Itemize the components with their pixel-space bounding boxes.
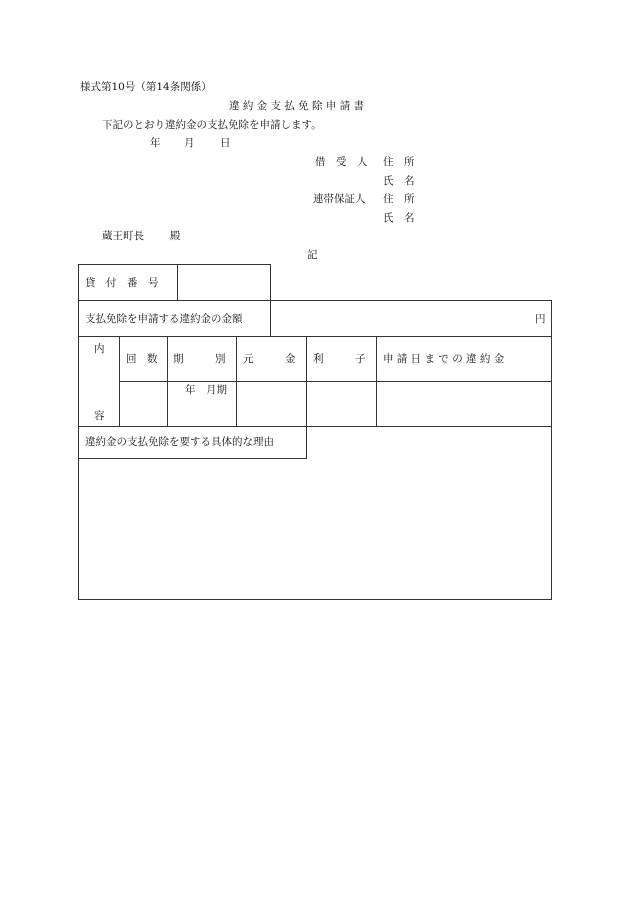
addressee-honorific: 殿 (170, 230, 181, 242)
amount-field[interactable] (275, 304, 530, 332)
naiyo-label-bottom: 容 (94, 410, 105, 422)
row-kibetsu: 年 月期 (185, 384, 227, 396)
document-title: 違 約 金 支 払 免 除 申 請 書 (229, 100, 365, 112)
cell-kaisu[interactable] (121, 383, 165, 424)
form-number: 様式第10号（第14条関係） (80, 81, 212, 93)
cell-gankin[interactable] (238, 383, 304, 424)
header-kibetsu: 期 別 (173, 353, 226, 365)
loan-number-field[interactable] (182, 270, 266, 294)
naiyo-label-top: 内 (94, 343, 105, 355)
date-day: 日 (220, 137, 231, 149)
date-year: 年 (150, 137, 161, 149)
cell-iyakukin[interactable] (378, 383, 549, 424)
cell-rishi[interactable] (308, 383, 374, 424)
header-kaisu: 回 数 (126, 353, 158, 365)
borrower-address-label: 住 所 (383, 156, 415, 168)
borrower-label: 借 受 人 (315, 156, 368, 168)
header-rishi: 利 子 (313, 353, 366, 365)
amount-label: 支払免除を申請する違約金の金額 (85, 313, 243, 325)
addressee-name: 蔵王町長 (102, 230, 144, 242)
ki-label: 記 (307, 249, 318, 261)
guarantor-name-label: 氏 名 (383, 212, 415, 224)
amount-unit: 円 (535, 313, 546, 325)
header-iyakukin: 申 請 日 ま で の 違 約 金 (383, 353, 505, 365)
reason-label: 違約金の支払免除を要する具体的な理由 (85, 436, 274, 448)
date-month: 月 (184, 137, 195, 149)
guarantor-label: 連帯保証人 (313, 193, 366, 205)
intro-text: 下記のとおり違約金の支払免除を申請します。 (102, 119, 322, 131)
borrower-name-label: 氏 名 (383, 175, 415, 187)
header-gankin: 元 金 (243, 353, 296, 365)
loan-number-label: 貸 付 番 号 (85, 277, 159, 289)
guarantor-address-label: 住 所 (383, 193, 415, 205)
reason-field[interactable] (80, 460, 549, 597)
